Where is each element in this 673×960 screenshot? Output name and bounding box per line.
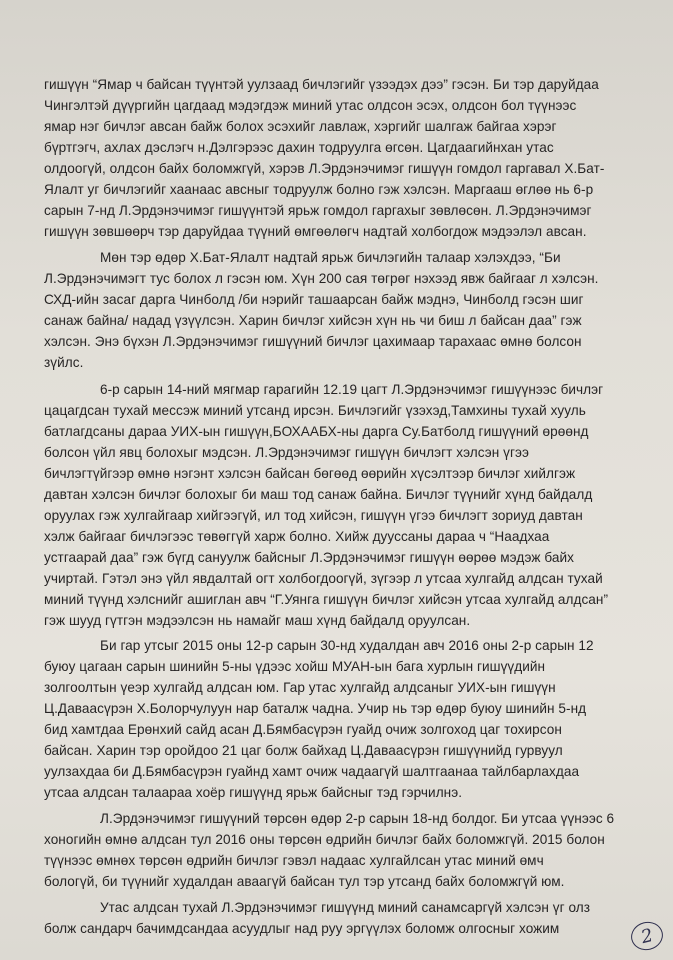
text-line: батлагдсаны дараа УИХ-ын гишүүн,БОХААБХ-ны дарга Су.Батболд гишүүний өрөөнд <box>44 424 589 439</box>
text-line: давтан хэлсэн бичлэг болохыг би маш тод санаж байна. Бичлэг түүнийг хүнд байдалд <box>44 487 593 502</box>
text-line: СХД-ийн засаг дарга Чинболд /би нэрийг ташаарсан байж мэднэ, Чинболд гэсэн шиг <box>44 292 584 307</box>
text-line: болж сандарч бачимдсандаа асуудлыг над руу эргүүлэх боломж олгосныг хожим <box>44 921 560 936</box>
text-line: бид хамтдаа Ерөнхий сайд асан Д.Бямбасүрэн гуайд очиж золгоход цаг тохирсон <box>44 722 562 737</box>
text-line: бүртгэгч, ахлах дэслэгч н.Дэлгэрээс дахин тодруулга өгсөн. Цагдаагийнхан утас <box>44 140 554 155</box>
text-line: сарын 7-нд Л.Эрдэнэчимэг гишүүнтэй ярьж гомдол гаргахыг зөвлөсөн. Л.Эрдэнэчимэг <box>44 203 592 218</box>
text-line: гэж шууд гүтгэн мэдээлсэн нь намайг маш хүнд байдалд оруулсан. <box>44 613 471 628</box>
text-line: уулзахдаа би Д.Бямбасүрэн гуайнд хамт очиж чадаагүй шалтгаанаа тайлбарлахдаа <box>44 764 580 779</box>
text-line: Ц.Даваасүрэн Х.Болорчулуун нар баталж чадна. Учир нь тэр өдөр буюу шинийн 5-нд <box>44 701 587 716</box>
text-line: гишүүн “Ямар ч байсан түүнтэй уулзаад бичлэгийг үзээдэх дээ” гэсэн. Би тэр даруйдаа <box>44 77 599 92</box>
text-line: хэлж байгааг бичлэгээс төвөггүй харж болно. Хийж дууссаны дараа ч “Наадхаа <box>44 529 550 544</box>
text-line: буюу цагаан сарын шинийн 5-ны үдээс хойш МУАН-ын бага хурлын гишүүдийн <box>44 659 546 674</box>
text-line: олдоогүй, олдсон байх боломжгүй, хэрэв Л.Эрдэнэчимэг гишүүн гомдол гаргавал Х.Бат- <box>44 161 605 176</box>
text-line: санаж байна/ надад үзүүлсэн. Харин бичлэг хийсэн хүн нь чи биш л байсан даа” гэж <box>44 313 582 328</box>
text-line: бичлэгтүйгээр өмнө нэгэнт хэлсэн байсан бөгөөд өөрийн хүсэлтээр бичлэг хийлгэж <box>44 466 576 481</box>
handwritten-page-number: 2 <box>628 919 666 954</box>
text-line: Чингэлтэй дүүргийн цагдаад мэдэгдэж миний утас олдсон эсэх, олдсон бол түүнээс <box>44 98 577 113</box>
text-line: болсон үйл явц болохыг мэдсэн. Л.Эрдэнэчимэг гишүүн бичлэгт хэлсэн үгээ <box>44 445 529 460</box>
text-line: Л.Эрдэнэчимэг гишүүний төрсөн өдөр 2-р сарын 18-нд болдог. Би утсаа үүнээс 6 <box>100 811 615 826</box>
text-line: хэлсэн. Энэ бүхэн Л.Эрдэнэчимэг гишүүний бичлэг цахимаар тарахаас өмнө болсон <box>44 334 582 349</box>
text-line: Утас алдсан тухай Л.Эрдэнэчимэг гишүүнд миний санамсаргүй хэлсэн үг олз <box>100 900 591 915</box>
text-line: золгоолтын үеэр хулгайд алдсан юм. Гар утас хулгайд алдсаныг УИХ-ын гишүүн <box>44 680 556 695</box>
text-line: ямар нэг бичлэг авсан байж болох эсэхийг лавлаж, хэргийг шалгаж байгаа хэрэг <box>44 119 557 134</box>
text-line: Л.Эрдэнэчимэгт тус болох л гэсэн юм. Хүн 200 сая төгрөг нэхээд явж байгааг л хэлсэн. <box>44 271 599 286</box>
text-line: утсаа алдсан талаараа хоёр гишүүнд ярьж байсныг тэд гэрчилнэ. <box>44 785 463 800</box>
text-line: хоногийн өмнө алдсан тул 2016 оны төрсөн өдрийн бичлэг байх боломжгүй. 2015 болон <box>44 832 605 847</box>
text-line: зүйлс. <box>44 355 84 370</box>
text-line: байсан. Харин тэр оройдоо 21 цаг болж байхад Ц.Даваасүрэн гишүүнийд гурвуул <box>44 743 563 758</box>
text-line: бологүй, би түүнийг худалдан аваагүй байсан тул тэр утсанд байх боломжгүй юм. <box>44 874 565 889</box>
text-line: учиртай. Гэтэл энэ үйл явдалтай огт холбогдоогүй, зүгээр л утсаа хулгайд алдсан тухай <box>44 571 603 586</box>
text-line: 6-р сарын 14-ний мягмар гарагийн 12.19 цагт Л.Эрдэнэчимэг гишүүнээс бичлэг <box>100 382 604 397</box>
text-line: миний түүнд хэлснийг ашиглан авч “Г.Уянга гишүүн бичлэг хийсэн утсаа хулгайд алдсан” <box>44 592 609 607</box>
text-line: устгаарай даа” гэж бүгд сануулж байсныг Л.Эрдэнэчимэг гишүүн өөрөө мэдэж байх <box>44 550 575 565</box>
text-line: Би гар утсыг 2015 оны 12-р сарын 30-нд худалдан авч 2016 оны 2-р сарын 12 <box>100 638 594 653</box>
text-line: Ялалт уг бичлэгийг хаанаас авсныг тодруулж болно гэж хэлсэн. Маргааш өглөө нь 6-р <box>44 182 594 197</box>
text-line: гишүүн зөвшөөрч тэр даруйдаа түүний өмгөөлөгч надтай холбогдож мэдээлэл авсан. <box>44 224 587 239</box>
text-line: Мөн тэр өдөр Х.Бат-Ялалт надтай ярьж бичлэгийн талаар хэлэхдээ, “Би <box>100 250 561 265</box>
text-line: оруулах гэж хулгайгаар хийгээгүй, ил тод хийсэн, гишүүн үгээ бичлэгт зориуд давтан <box>44 508 583 523</box>
text-line: цацагдсан тухай мессэж миний утсанд ирсэн. Бичлэгийг үзэхэд,Тамхины тухай хууль <box>44 403 586 418</box>
text-line: түүнээс өмнөх төрсөн өдрийн бичлэг гэвэл надаас хулгайлсан утас миний өмч <box>44 853 544 868</box>
